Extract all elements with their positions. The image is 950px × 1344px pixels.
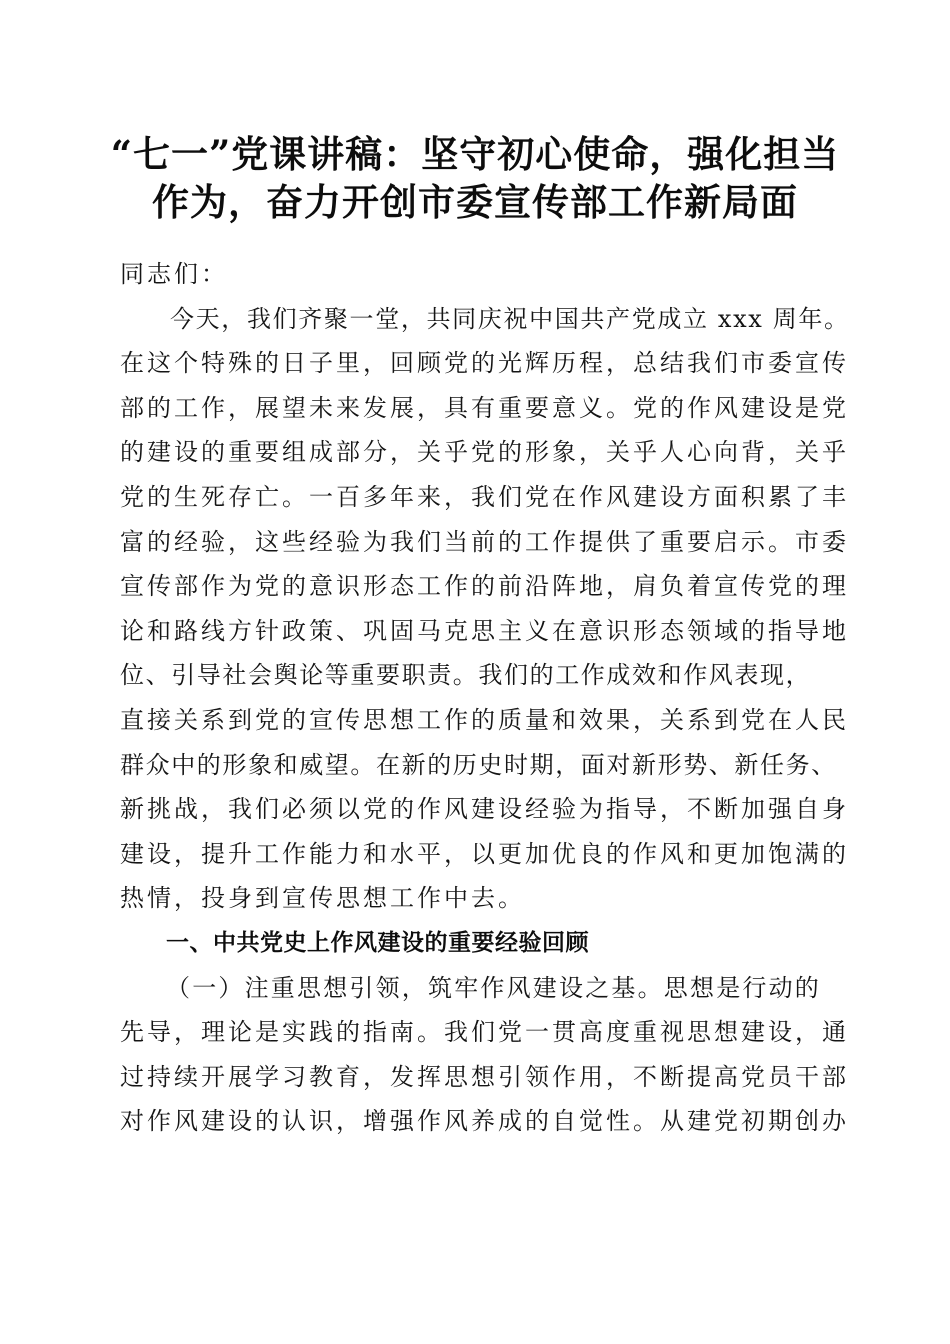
paragraph-line: 过持续开展学习教育，发挥思想引领作用，不断提高党员干部 bbox=[120, 1062, 849, 1091]
paragraph-line: 群众中的形象和威望。在新的历史时期，面对新形势、新任务、 bbox=[120, 750, 837, 779]
title-line-2: 作为，奋力开创市委宣传部工作新局面 bbox=[152, 180, 798, 224]
document-title bbox=[100, 130, 850, 226]
paragraph-line: 建设，提升工作能力和水平，以更加优良的作风和更加饱满的 bbox=[120, 839, 849, 868]
salutation: 同志们： bbox=[120, 260, 228, 288]
paragraph-line: （一）注重思想引领，筑牢作风建设之基。思想是行动的 bbox=[166, 973, 821, 1002]
document-body bbox=[120, 252, 850, 1144]
paragraph-line: 的建设的重要组成部分，关乎党的形象，关乎人心向背，关乎 bbox=[120, 438, 849, 467]
paragraph-line: 党的生死存亡。一百多年来，我们党在作风建设方面积累了丰 bbox=[120, 482, 849, 511]
paragraph-line: 部的工作，展望未来发展，具有重要意义。党的作风建设是党 bbox=[120, 393, 849, 422]
paragraph-line: 新挑战，我们必须以党的作风建设经验为指导，不断加强自身 bbox=[120, 795, 849, 824]
paragraph-line: 对作风建设的认识，增强作风养成的自觉性。从建党初期创办 bbox=[120, 1107, 849, 1136]
paragraph-2 bbox=[120, 966, 850, 1144]
paragraph-line: 宣传部作为党的意识形态工作的前沿阵地，肩负着宣传党的理 bbox=[120, 572, 849, 601]
section-heading-1: 一、中共党史上作风建设的重要经验回顾 bbox=[166, 929, 589, 956]
paragraph-line: 论和路线方针政策、巩固马克思主义在意识形态领域的指导地 bbox=[120, 616, 849, 645]
paragraph-line: 在这个特殊的日子里，回顾党的光辉历程，总结我们市委宣传 bbox=[120, 349, 849, 378]
paragraph-line: 直接关系到党的宣传思想工作的质量和效果，关系到党在人民 bbox=[120, 705, 849, 734]
paragraph-1 bbox=[120, 297, 850, 921]
paragraph-line: 位、引导社会舆论等重要职责。我们的工作成效和作风表现， bbox=[120, 661, 812, 690]
paragraph-line: 富的经验，这些经验为我们当前的工作提供了重要启示。市委 bbox=[120, 527, 849, 556]
paragraph-line: 今天，我们齐聚一堂，共同庆祝中国共产党成立 xxx 周年。 bbox=[170, 304, 850, 333]
paragraph-line: 热情，投身到宣传思想工作中去。 bbox=[120, 884, 525, 913]
paragraph-line: 先导，理论是实践的指南。我们党一贯高度重视思想建设，通 bbox=[120, 1018, 849, 1047]
title-line-1: “七一”党课讲稿：坚守初心使命，强化担当 bbox=[110, 132, 840, 176]
